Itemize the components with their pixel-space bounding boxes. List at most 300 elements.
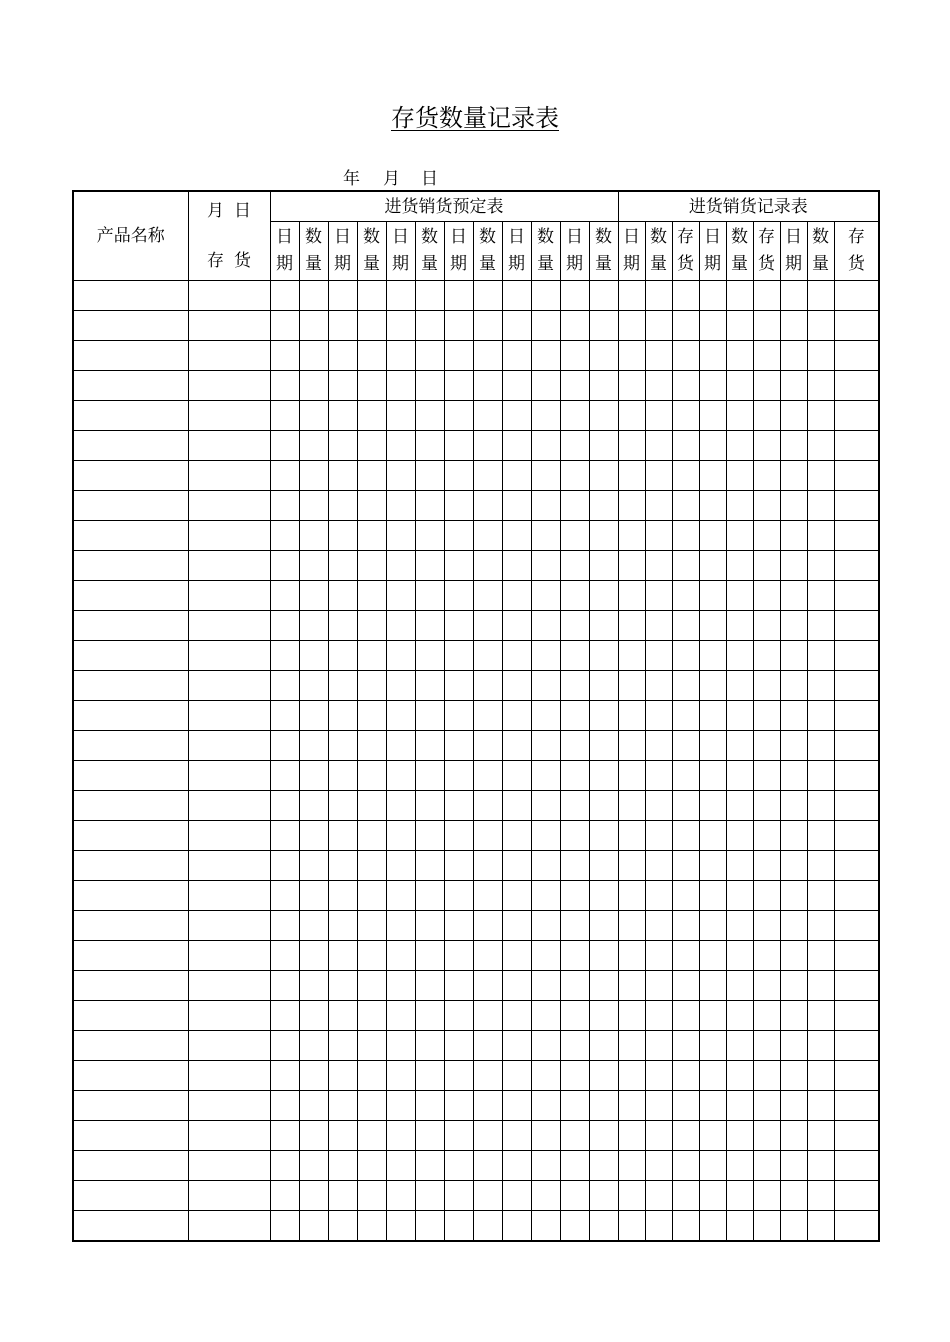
table-cell[interactable] bbox=[645, 1121, 672, 1151]
table-cell[interactable] bbox=[753, 821, 780, 851]
table-cell[interactable] bbox=[444, 761, 473, 791]
table-cell[interactable] bbox=[780, 851, 807, 881]
table-cell[interactable] bbox=[726, 521, 753, 551]
table-cell[interactable] bbox=[473, 671, 502, 701]
table-cell[interactable] bbox=[531, 281, 560, 311]
table-cell[interactable] bbox=[589, 281, 618, 311]
table-cell[interactable] bbox=[188, 701, 270, 731]
table-cell[interactable] bbox=[299, 401, 328, 431]
table-cell[interactable] bbox=[618, 821, 645, 851]
table-cell[interactable] bbox=[645, 311, 672, 341]
table-cell[interactable] bbox=[645, 1091, 672, 1121]
table-cell[interactable] bbox=[73, 971, 188, 1001]
table-cell[interactable] bbox=[645, 941, 672, 971]
table-cell[interactable] bbox=[73, 821, 188, 851]
table-cell[interactable] bbox=[270, 371, 299, 401]
table-cell[interactable] bbox=[672, 461, 699, 491]
table-cell[interactable] bbox=[328, 1031, 357, 1061]
table-cell[interactable] bbox=[357, 791, 386, 821]
table-cell[interactable] bbox=[473, 281, 502, 311]
table-cell[interactable] bbox=[415, 881, 444, 911]
table-cell[interactable] bbox=[531, 1181, 560, 1211]
table-cell[interactable] bbox=[560, 431, 589, 461]
table-cell[interactable] bbox=[618, 521, 645, 551]
table-cell[interactable] bbox=[502, 971, 531, 1001]
table-cell[interactable] bbox=[672, 371, 699, 401]
table-cell[interactable] bbox=[270, 401, 299, 431]
table-cell[interactable] bbox=[73, 941, 188, 971]
table-cell[interactable] bbox=[299, 671, 328, 701]
table-cell[interactable] bbox=[444, 461, 473, 491]
table-cell[interactable] bbox=[444, 731, 473, 761]
table-cell[interactable] bbox=[618, 671, 645, 701]
table-cell[interactable] bbox=[834, 1151, 879, 1181]
table-cell[interactable] bbox=[589, 911, 618, 941]
table-cell[interactable] bbox=[645, 551, 672, 581]
table-cell[interactable] bbox=[415, 791, 444, 821]
table-cell[interactable] bbox=[328, 671, 357, 701]
table-cell[interactable] bbox=[834, 1091, 879, 1121]
table-cell[interactable] bbox=[645, 1211, 672, 1242]
table-cell[interactable] bbox=[807, 1031, 834, 1061]
table-cell[interactable] bbox=[73, 491, 188, 521]
table-cell[interactable] bbox=[188, 1211, 270, 1242]
table-cell[interactable] bbox=[672, 701, 699, 731]
table-cell[interactable] bbox=[645, 491, 672, 521]
table-cell[interactable] bbox=[699, 611, 726, 641]
table-cell[interactable] bbox=[328, 491, 357, 521]
table-cell[interactable] bbox=[618, 911, 645, 941]
table-cell[interactable] bbox=[473, 551, 502, 581]
table-cell[interactable] bbox=[560, 1211, 589, 1242]
table-cell[interactable] bbox=[726, 1031, 753, 1061]
table-cell[interactable] bbox=[357, 341, 386, 371]
table-cell[interactable] bbox=[328, 941, 357, 971]
table-cell[interactable] bbox=[672, 881, 699, 911]
table-cell[interactable] bbox=[699, 821, 726, 851]
table-cell[interactable] bbox=[589, 941, 618, 971]
table-cell[interactable] bbox=[357, 671, 386, 701]
table-cell[interactable] bbox=[357, 1121, 386, 1151]
table-cell[interactable] bbox=[502, 1121, 531, 1151]
table-cell[interactable] bbox=[807, 641, 834, 671]
table-cell[interactable] bbox=[444, 971, 473, 1001]
table-cell[interactable] bbox=[753, 401, 780, 431]
table-cell[interactable] bbox=[473, 1001, 502, 1031]
table-cell[interactable] bbox=[502, 281, 531, 311]
table-cell[interactable] bbox=[357, 281, 386, 311]
table-cell[interactable] bbox=[188, 371, 270, 401]
table-cell[interactable] bbox=[444, 1151, 473, 1181]
table-cell[interactable] bbox=[807, 791, 834, 821]
table-cell[interactable] bbox=[560, 551, 589, 581]
table-cell[interactable] bbox=[188, 851, 270, 881]
table-cell[interactable] bbox=[299, 311, 328, 341]
table-cell[interactable] bbox=[73, 641, 188, 671]
table-cell[interactable] bbox=[807, 1001, 834, 1031]
table-cell[interactable] bbox=[834, 731, 879, 761]
table-cell[interactable] bbox=[780, 1061, 807, 1091]
table-cell[interactable] bbox=[73, 1121, 188, 1151]
table-cell[interactable] bbox=[807, 731, 834, 761]
table-cell[interactable] bbox=[357, 1181, 386, 1211]
table-cell[interactable] bbox=[386, 641, 415, 671]
table-cell[interactable] bbox=[699, 761, 726, 791]
table-cell[interactable] bbox=[473, 1031, 502, 1061]
table-cell[interactable] bbox=[672, 941, 699, 971]
table-cell[interactable] bbox=[188, 281, 270, 311]
table-cell[interactable] bbox=[834, 761, 879, 791]
table-cell[interactable] bbox=[270, 1211, 299, 1242]
table-cell[interactable] bbox=[834, 611, 879, 641]
table-cell[interactable] bbox=[699, 371, 726, 401]
table-cell[interactable] bbox=[807, 461, 834, 491]
table-cell[interactable] bbox=[834, 1061, 879, 1091]
table-cell[interactable] bbox=[699, 281, 726, 311]
table-cell[interactable] bbox=[299, 581, 328, 611]
table-cell[interactable] bbox=[299, 791, 328, 821]
table-cell[interactable] bbox=[444, 1181, 473, 1211]
table-cell[interactable] bbox=[444, 491, 473, 521]
table-cell[interactable] bbox=[473, 1181, 502, 1211]
table-cell[interactable] bbox=[834, 431, 879, 461]
table-cell[interactable] bbox=[560, 311, 589, 341]
table-cell[interactable] bbox=[589, 1061, 618, 1091]
table-cell[interactable] bbox=[672, 281, 699, 311]
table-cell[interactable] bbox=[645, 971, 672, 1001]
table-cell[interactable] bbox=[502, 1001, 531, 1031]
table-cell[interactable] bbox=[73, 581, 188, 611]
table-cell[interactable] bbox=[589, 461, 618, 491]
table-cell[interactable] bbox=[357, 1211, 386, 1242]
table-cell[interactable] bbox=[672, 1031, 699, 1061]
table-cell[interactable] bbox=[645, 611, 672, 641]
table-cell[interactable] bbox=[560, 1001, 589, 1031]
table-cell[interactable] bbox=[589, 641, 618, 671]
table-cell[interactable] bbox=[328, 821, 357, 851]
table-cell[interactable] bbox=[299, 521, 328, 551]
table-cell[interactable] bbox=[834, 551, 879, 581]
table-cell[interactable] bbox=[502, 1181, 531, 1211]
table-cell[interactable] bbox=[73, 1091, 188, 1121]
table-cell[interactable] bbox=[807, 1211, 834, 1242]
table-cell[interactable] bbox=[672, 821, 699, 851]
table-cell[interactable] bbox=[834, 791, 879, 821]
table-cell[interactable] bbox=[415, 311, 444, 341]
table-cell[interactable] bbox=[386, 791, 415, 821]
table-cell[interactable] bbox=[328, 731, 357, 761]
table-cell[interactable] bbox=[531, 1121, 560, 1151]
table-cell[interactable] bbox=[328, 1181, 357, 1211]
table-cell[interactable] bbox=[560, 851, 589, 881]
table-cell[interactable] bbox=[780, 761, 807, 791]
table-cell[interactable] bbox=[560, 1091, 589, 1121]
table-cell[interactable] bbox=[726, 1001, 753, 1031]
table-cell[interactable] bbox=[188, 401, 270, 431]
table-cell[interactable] bbox=[531, 731, 560, 761]
table-cell[interactable] bbox=[328, 851, 357, 881]
table-cell[interactable] bbox=[645, 431, 672, 461]
table-cell[interactable] bbox=[753, 1211, 780, 1242]
table-cell[interactable] bbox=[188, 581, 270, 611]
table-cell[interactable] bbox=[357, 461, 386, 491]
table-cell[interactable] bbox=[618, 1031, 645, 1061]
table-cell[interactable] bbox=[726, 551, 753, 581]
table-cell[interactable] bbox=[699, 491, 726, 521]
table-cell[interactable] bbox=[699, 1121, 726, 1151]
table-cell[interactable] bbox=[618, 761, 645, 791]
table-cell[interactable] bbox=[834, 491, 879, 521]
table-cell[interactable] bbox=[473, 1211, 502, 1242]
table-cell[interactable] bbox=[699, 1151, 726, 1181]
table-cell[interactable] bbox=[357, 1001, 386, 1031]
table-cell[interactable] bbox=[357, 821, 386, 851]
table-cell[interactable] bbox=[502, 911, 531, 941]
table-cell[interactable] bbox=[473, 371, 502, 401]
table-cell[interactable] bbox=[589, 971, 618, 1001]
table-cell[interactable] bbox=[531, 581, 560, 611]
table-cell[interactable] bbox=[645, 581, 672, 611]
table-cell[interactable] bbox=[386, 971, 415, 1001]
table-cell[interactable] bbox=[834, 1001, 879, 1031]
table-cell[interactable] bbox=[386, 521, 415, 551]
table-cell[interactable] bbox=[699, 551, 726, 581]
table-cell[interactable] bbox=[415, 401, 444, 431]
table-cell[interactable] bbox=[299, 491, 328, 521]
table-cell[interactable] bbox=[726, 611, 753, 641]
table-cell[interactable] bbox=[415, 701, 444, 731]
table-cell[interactable] bbox=[780, 521, 807, 551]
table-cell[interactable] bbox=[618, 371, 645, 401]
table-cell[interactable] bbox=[473, 491, 502, 521]
table-cell[interactable] bbox=[444, 941, 473, 971]
table-cell[interactable] bbox=[502, 821, 531, 851]
table-cell[interactable] bbox=[834, 971, 879, 1001]
table-cell[interactable] bbox=[473, 611, 502, 641]
table-cell[interactable] bbox=[502, 1031, 531, 1061]
table-cell[interactable] bbox=[502, 851, 531, 881]
table-cell[interactable] bbox=[415, 851, 444, 881]
table-cell[interactable] bbox=[834, 401, 879, 431]
table-cell[interactable] bbox=[357, 401, 386, 431]
table-cell[interactable] bbox=[299, 821, 328, 851]
table-cell[interactable] bbox=[299, 371, 328, 401]
table-cell[interactable] bbox=[328, 641, 357, 671]
table-cell[interactable] bbox=[299, 761, 328, 791]
table-cell[interactable] bbox=[444, 641, 473, 671]
table-cell[interactable] bbox=[672, 791, 699, 821]
table-cell[interactable] bbox=[473, 881, 502, 911]
table-cell[interactable] bbox=[188, 731, 270, 761]
table-cell[interactable] bbox=[531, 1031, 560, 1061]
table-cell[interactable] bbox=[699, 1181, 726, 1211]
table-cell[interactable] bbox=[780, 341, 807, 371]
table-cell[interactable] bbox=[73, 1031, 188, 1061]
table-cell[interactable] bbox=[726, 1151, 753, 1181]
table-cell[interactable] bbox=[531, 611, 560, 641]
table-cell[interactable] bbox=[73, 881, 188, 911]
table-cell[interactable] bbox=[726, 341, 753, 371]
table-cell[interactable] bbox=[502, 641, 531, 671]
table-cell[interactable] bbox=[834, 1181, 879, 1211]
table-cell[interactable] bbox=[531, 881, 560, 911]
table-cell[interactable] bbox=[699, 341, 726, 371]
table-cell[interactable] bbox=[589, 431, 618, 461]
table-cell[interactable] bbox=[560, 401, 589, 431]
table-cell[interactable] bbox=[618, 1001, 645, 1031]
table-cell[interactable] bbox=[188, 611, 270, 641]
table-cell[interactable] bbox=[834, 521, 879, 551]
table-cell[interactable] bbox=[726, 1121, 753, 1151]
table-cell[interactable] bbox=[645, 851, 672, 881]
table-cell[interactable] bbox=[299, 281, 328, 311]
table-cell[interactable] bbox=[444, 851, 473, 881]
table-cell[interactable] bbox=[753, 551, 780, 581]
table-cell[interactable] bbox=[753, 671, 780, 701]
table-cell[interactable] bbox=[73, 911, 188, 941]
table-cell[interactable] bbox=[699, 701, 726, 731]
table-cell[interactable] bbox=[726, 461, 753, 491]
table-cell[interactable] bbox=[473, 401, 502, 431]
table-cell[interactable] bbox=[386, 701, 415, 731]
table-cell[interactable] bbox=[328, 1151, 357, 1181]
table-cell[interactable] bbox=[415, 611, 444, 641]
table-cell[interactable] bbox=[328, 281, 357, 311]
table-cell[interactable] bbox=[188, 551, 270, 581]
table-cell[interactable] bbox=[780, 881, 807, 911]
table-cell[interactable] bbox=[357, 701, 386, 731]
table-cell[interactable] bbox=[834, 1121, 879, 1151]
table-cell[interactable] bbox=[589, 761, 618, 791]
table-cell[interactable] bbox=[531, 791, 560, 821]
table-cell[interactable] bbox=[415, 1001, 444, 1031]
table-cell[interactable] bbox=[726, 731, 753, 761]
table-cell[interactable] bbox=[415, 281, 444, 311]
table-cell[interactable] bbox=[618, 551, 645, 581]
table-cell[interactable] bbox=[807, 551, 834, 581]
table-cell[interactable] bbox=[726, 1061, 753, 1091]
table-cell[interactable] bbox=[299, 881, 328, 911]
table-cell[interactable] bbox=[444, 701, 473, 731]
table-cell[interactable] bbox=[672, 731, 699, 761]
table-cell[interactable] bbox=[386, 1091, 415, 1121]
table-cell[interactable] bbox=[299, 1151, 328, 1181]
table-cell[interactable] bbox=[357, 371, 386, 401]
table-cell[interactable] bbox=[73, 371, 188, 401]
table-cell[interactable] bbox=[415, 971, 444, 1001]
table-cell[interactable] bbox=[753, 911, 780, 941]
table-cell[interactable] bbox=[502, 461, 531, 491]
table-cell[interactable] bbox=[473, 971, 502, 1001]
table-cell[interactable] bbox=[726, 401, 753, 431]
table-cell[interactable] bbox=[188, 1061, 270, 1091]
table-cell[interactable] bbox=[415, 1211, 444, 1242]
table-cell[interactable] bbox=[328, 1211, 357, 1242]
table-cell[interactable] bbox=[357, 731, 386, 761]
table-cell[interactable] bbox=[560, 1031, 589, 1061]
table-cell[interactable] bbox=[270, 881, 299, 911]
table-cell[interactable] bbox=[780, 1121, 807, 1151]
table-cell[interactable] bbox=[753, 791, 780, 821]
table-cell[interactable] bbox=[502, 551, 531, 581]
table-cell[interactable] bbox=[589, 551, 618, 581]
table-cell[interactable] bbox=[188, 791, 270, 821]
table-cell[interactable] bbox=[699, 791, 726, 821]
table-cell[interactable] bbox=[780, 791, 807, 821]
table-cell[interactable] bbox=[618, 791, 645, 821]
table-cell[interactable] bbox=[645, 1001, 672, 1031]
table-cell[interactable] bbox=[560, 791, 589, 821]
table-cell[interactable] bbox=[618, 701, 645, 731]
table-cell[interactable] bbox=[386, 851, 415, 881]
table-cell[interactable] bbox=[270, 671, 299, 701]
table-cell[interactable] bbox=[502, 731, 531, 761]
table-cell[interactable] bbox=[299, 341, 328, 371]
table-cell[interactable] bbox=[444, 911, 473, 941]
table-cell[interactable] bbox=[645, 761, 672, 791]
table-cell[interactable] bbox=[560, 1121, 589, 1151]
table-cell[interactable] bbox=[270, 491, 299, 521]
table-cell[interactable] bbox=[807, 1181, 834, 1211]
table-cell[interactable] bbox=[328, 791, 357, 821]
table-cell[interactable] bbox=[531, 1091, 560, 1121]
table-cell[interactable] bbox=[270, 641, 299, 671]
table-cell[interactable] bbox=[699, 521, 726, 551]
table-cell[interactable] bbox=[386, 1031, 415, 1061]
table-cell[interactable] bbox=[753, 851, 780, 881]
table-cell[interactable] bbox=[473, 761, 502, 791]
table-cell[interactable] bbox=[726, 581, 753, 611]
table-cell[interactable] bbox=[188, 671, 270, 701]
table-cell[interactable] bbox=[299, 941, 328, 971]
table-cell[interactable] bbox=[73, 1061, 188, 1091]
table-cell[interactable] bbox=[807, 371, 834, 401]
table-cell[interactable] bbox=[386, 731, 415, 761]
table-cell[interactable] bbox=[473, 431, 502, 461]
table-cell[interactable] bbox=[699, 881, 726, 911]
table-cell[interactable] bbox=[645, 671, 672, 701]
table-cell[interactable] bbox=[589, 581, 618, 611]
table-cell[interactable] bbox=[415, 671, 444, 701]
table-cell[interactable] bbox=[444, 371, 473, 401]
table-cell[interactable] bbox=[589, 611, 618, 641]
table-cell[interactable] bbox=[473, 911, 502, 941]
table-cell[interactable] bbox=[270, 551, 299, 581]
table-cell[interactable] bbox=[589, 311, 618, 341]
table-cell[interactable] bbox=[73, 1181, 188, 1211]
table-cell[interactable] bbox=[357, 611, 386, 641]
table-cell[interactable] bbox=[444, 341, 473, 371]
table-cell[interactable] bbox=[807, 1091, 834, 1121]
table-cell[interactable] bbox=[299, 1211, 328, 1242]
table-cell[interactable] bbox=[386, 281, 415, 311]
table-cell[interactable] bbox=[415, 341, 444, 371]
table-cell[interactable] bbox=[699, 311, 726, 341]
table-cell[interactable] bbox=[415, 1091, 444, 1121]
table-cell[interactable] bbox=[807, 311, 834, 341]
table-cell[interactable] bbox=[699, 641, 726, 671]
table-cell[interactable] bbox=[834, 1211, 879, 1242]
table-cell[interactable] bbox=[328, 911, 357, 941]
table-cell[interactable] bbox=[270, 1031, 299, 1061]
table-cell[interactable] bbox=[386, 821, 415, 851]
table-cell[interactable] bbox=[473, 821, 502, 851]
table-cell[interactable] bbox=[672, 341, 699, 371]
table-cell[interactable] bbox=[699, 1001, 726, 1031]
table-cell[interactable] bbox=[807, 611, 834, 641]
table-cell[interactable] bbox=[386, 1061, 415, 1091]
table-cell[interactable] bbox=[328, 1001, 357, 1031]
